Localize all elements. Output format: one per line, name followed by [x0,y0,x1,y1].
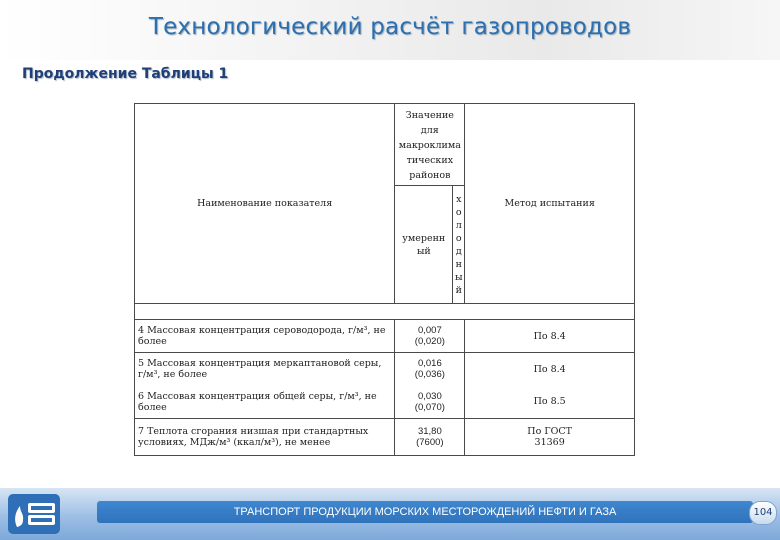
cold-letter: н [455,258,462,270]
header-name: Наименование показателя [197,198,333,209]
header-temperate-cell [395,186,453,304]
spacer-row [135,304,635,320]
page-number: 104 [749,501,777,525]
row-method: По 8.4 [465,353,635,386]
table-row [135,419,635,456]
row-value-cell [395,386,465,419]
row-name: 5 Массовая концентрация меркаптановой серы, г/м³, не более [135,353,395,386]
cold-letter: л [455,219,462,231]
cold-letter: о [455,206,462,218]
data-table [134,103,635,456]
footer-title: ТРАНСПОРТ ПРОДУКЦИИ МОРСКИХ МЕСТОРОЖДЕНИЙ НЕФТИ И ГАЗА [97,501,753,523]
table-row [135,320,635,353]
cold-letter: ы [454,271,463,283]
cold-letter: х [456,193,462,205]
header-value: Значение для макроклима тических районов [398,110,461,181]
header-method: Метод испытания [504,198,595,209]
row-value: 31,80 [417,426,442,437]
header-name-cell [135,104,395,304]
row-value-cell [395,419,465,456]
row-value-cell [395,353,465,386]
cold-letter: й [455,284,462,296]
row-value-cold: (0,020) [414,336,445,347]
header-value-cell [395,104,465,186]
table-row [135,353,635,386]
row-name: 4 Массовая концентрация сероводорода, г/м³, не более [135,320,395,353]
company-logo-icon [8,494,60,534]
header-method-cell [465,104,635,304]
row-method: По 8.5 [465,386,635,419]
row-name: 7 Теплота сгорания низшая при стандартных условиях, МДж/м³ (ккал/м³), не менее [135,419,395,456]
page-title: Технологический расчёт газопроводов [148,14,632,40]
row-method: По 8.4 [465,320,635,353]
row-method: По ГОСТ 31369 [465,419,635,456]
row-value: 0,016 [417,358,442,370]
header-temperate: умеренн ый [402,232,446,257]
row-value: 0,030 [417,390,442,402]
header-cold-cell [453,186,465,304]
cold-letter: о [455,232,462,244]
row-value-cell [395,320,465,353]
table-subtitle: Продолжение Таблицы 1 [22,66,229,82]
footer [0,488,780,540]
row-value-cold: (0,036) [414,369,445,381]
row-value-cold: (7600) [416,437,444,448]
cold-letter: д [455,245,462,257]
row-value: 0,007 [417,325,442,336]
row-value-cold: (0,070) [414,401,445,413]
row-name: 6 Массовая концентрация общей серы, г/м³, не более [135,386,395,419]
table-row [135,386,635,419]
